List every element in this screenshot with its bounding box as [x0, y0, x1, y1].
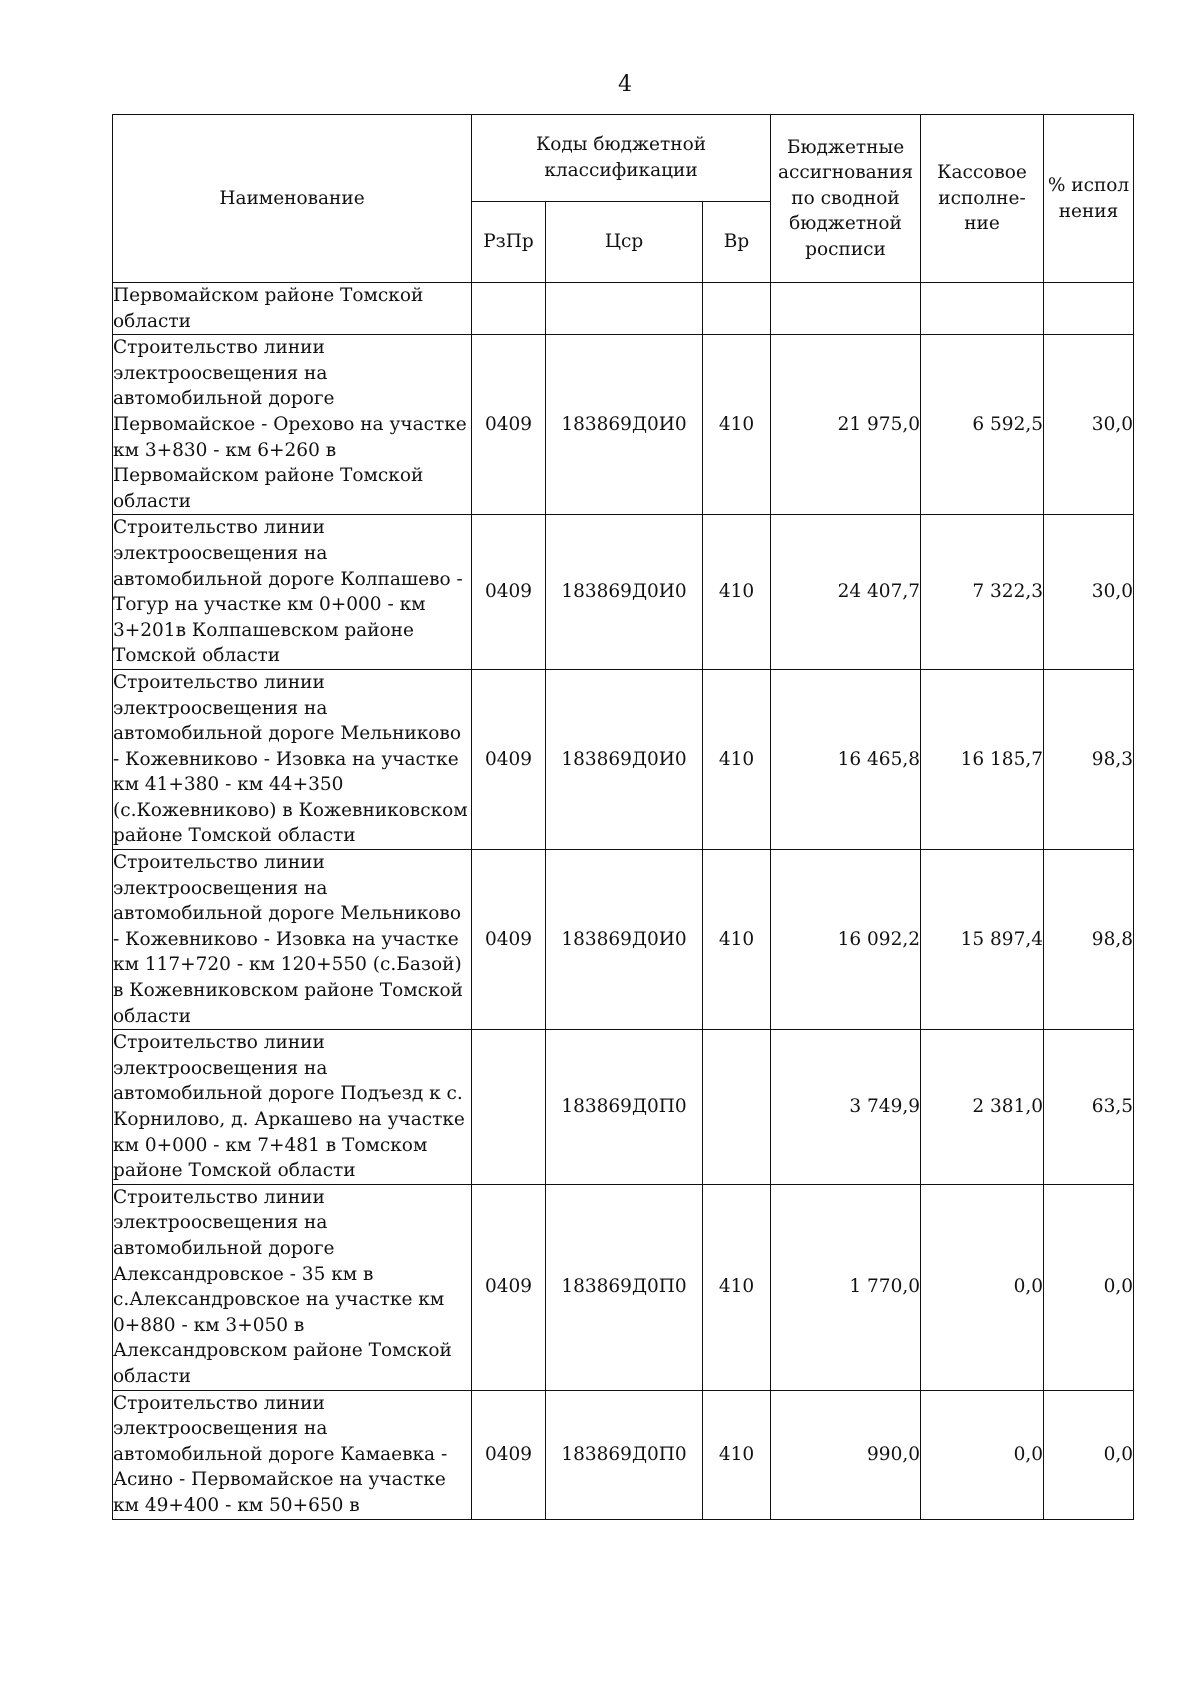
row-rzpr: 0409 [472, 1390, 546, 1519]
header-rzpr: РзПр [472, 202, 546, 283]
row-cash: 7 322,3 [921, 515, 1044, 670]
row-name: Строительство линии электроосвещения на автомобильной дороге Александровское - 35 км в с.Александровское на участке км 0+880 - км 3+050 в Александровском районе Томской области [113, 1184, 472, 1390]
row-cash: 0,0 [921, 1390, 1044, 1519]
row-name: Строительство линии электроосвещения на автомобильной дороге Подъезд к с. Корнилово, д. Аркашево на участке км 0+000 - км 7+481 в Томском районе Томской области [113, 1030, 472, 1185]
table-row [113, 850, 1134, 1030]
header-vr: Вр [703, 202, 771, 283]
row-percent: 0,0 [1044, 1390, 1134, 1519]
row-vr: 410 [703, 850, 771, 1030]
row-cash [921, 283, 1044, 335]
header-budget: Бюджетные ассигнования по сводной бюджетной росписи [771, 115, 921, 283]
row-budget: 3 749,9 [771, 1030, 921, 1185]
row-csr: 183869Д0И0 [546, 515, 703, 670]
row-csr: 183869Д0И0 [546, 335, 703, 515]
row-name: Строительство линии электроосвещения на автомобильной дороге Мельниково - Кожевниково - Изовка на участке км 117+720 - км 120+550 (с.Базой) в Кожевниковском районе Томской области [113, 850, 472, 1030]
table-row [113, 669, 1134, 849]
page-number: 4 [618, 72, 632, 97]
row-cash: 0,0 [921, 1184, 1044, 1390]
budget-table [112, 114, 1134, 1520]
row-name: Строительство линии электроосвещения на автомобильной дороге Первомайское - Орехово на участке км 3+830 - км 6+260 в Первомайском районе Томской области [113, 335, 472, 515]
row-csr [546, 283, 703, 335]
row-rzpr [472, 1030, 546, 1185]
row-rzpr: 0409 [472, 335, 546, 515]
row-budget [771, 283, 921, 335]
row-cash: 6 592,5 [921, 335, 1044, 515]
row-cash: 2 381,0 [921, 1030, 1044, 1185]
row-percent: 63,5 [1044, 1030, 1134, 1185]
row-csr: 183869Д0И0 [546, 669, 703, 849]
row-csr: 183869Д0П0 [546, 1030, 703, 1185]
row-vr: 410 [703, 1184, 771, 1390]
row-name: Строительство линии электроосвещения на автомобильной дороге Колпашево - Тогур на участке км 0+000 - км 3+201в Колпашевском районе Томской области [113, 515, 472, 670]
table-row [113, 1390, 1134, 1519]
row-csr: 183869Д0И0 [546, 850, 703, 1030]
header-cash: Кассовое исполне-ние [921, 115, 1044, 283]
row-rzpr: 0409 [472, 515, 546, 670]
row-vr: 410 [703, 669, 771, 849]
row-vr: 410 [703, 515, 771, 670]
row-vr [703, 1030, 771, 1185]
row-percent: 98,3 [1044, 669, 1134, 849]
row-budget: 21 975,0 [771, 335, 921, 515]
table-row [113, 1184, 1134, 1390]
row-vr: 410 [703, 1390, 771, 1519]
header-name: Наименование [113, 115, 472, 283]
row-name: Первомайском районе Томской области [113, 283, 472, 335]
table-row [113, 283, 1134, 335]
header-percent: % испол нения [1044, 115, 1134, 283]
row-rzpr: 0409 [472, 669, 546, 849]
row-budget: 16 465,8 [771, 669, 921, 849]
row-rzpr: 0409 [472, 1184, 546, 1390]
row-budget: 1 770,0 [771, 1184, 921, 1390]
row-name: Строительство линии электроосвещения на автомобильной дороге Мельниково - Кожевниково - Изовка на участке км 41+380 - км 44+350 (с.Кожевниково) в Кожевниковском районе Томской области [113, 669, 472, 849]
row-percent: 30,0 [1044, 335, 1134, 515]
table-row [113, 335, 1134, 515]
table-row [113, 1030, 1134, 1185]
table-row [113, 515, 1134, 670]
header-codes: Коды бюджетной классификации [472, 115, 771, 202]
row-vr [703, 283, 771, 335]
row-vr: 410 [703, 335, 771, 515]
row-budget: 24 407,7 [771, 515, 921, 670]
row-percent: 0,0 [1044, 1184, 1134, 1390]
row-csr: 183869Д0П0 [546, 1184, 703, 1390]
row-rzpr: 0409 [472, 850, 546, 1030]
row-budget: 16 092,2 [771, 850, 921, 1030]
row-name: Строительство линии электроосвещения на автомобильной дороге Камаевка - Асино - Первомайское на участке км 49+400 - км 50+650 в [113, 1390, 472, 1519]
row-budget: 990,0 [771, 1390, 921, 1519]
row-cash: 15 897,4 [921, 850, 1044, 1030]
row-cash: 16 185,7 [921, 669, 1044, 849]
row-csr: 183869Д0П0 [546, 1390, 703, 1519]
row-rzpr [472, 283, 546, 335]
header-row-top [113, 115, 1134, 202]
row-percent [1044, 283, 1134, 335]
row-percent: 98,8 [1044, 850, 1134, 1030]
header-csr: Цср [546, 202, 703, 283]
row-percent: 30,0 [1044, 515, 1134, 670]
